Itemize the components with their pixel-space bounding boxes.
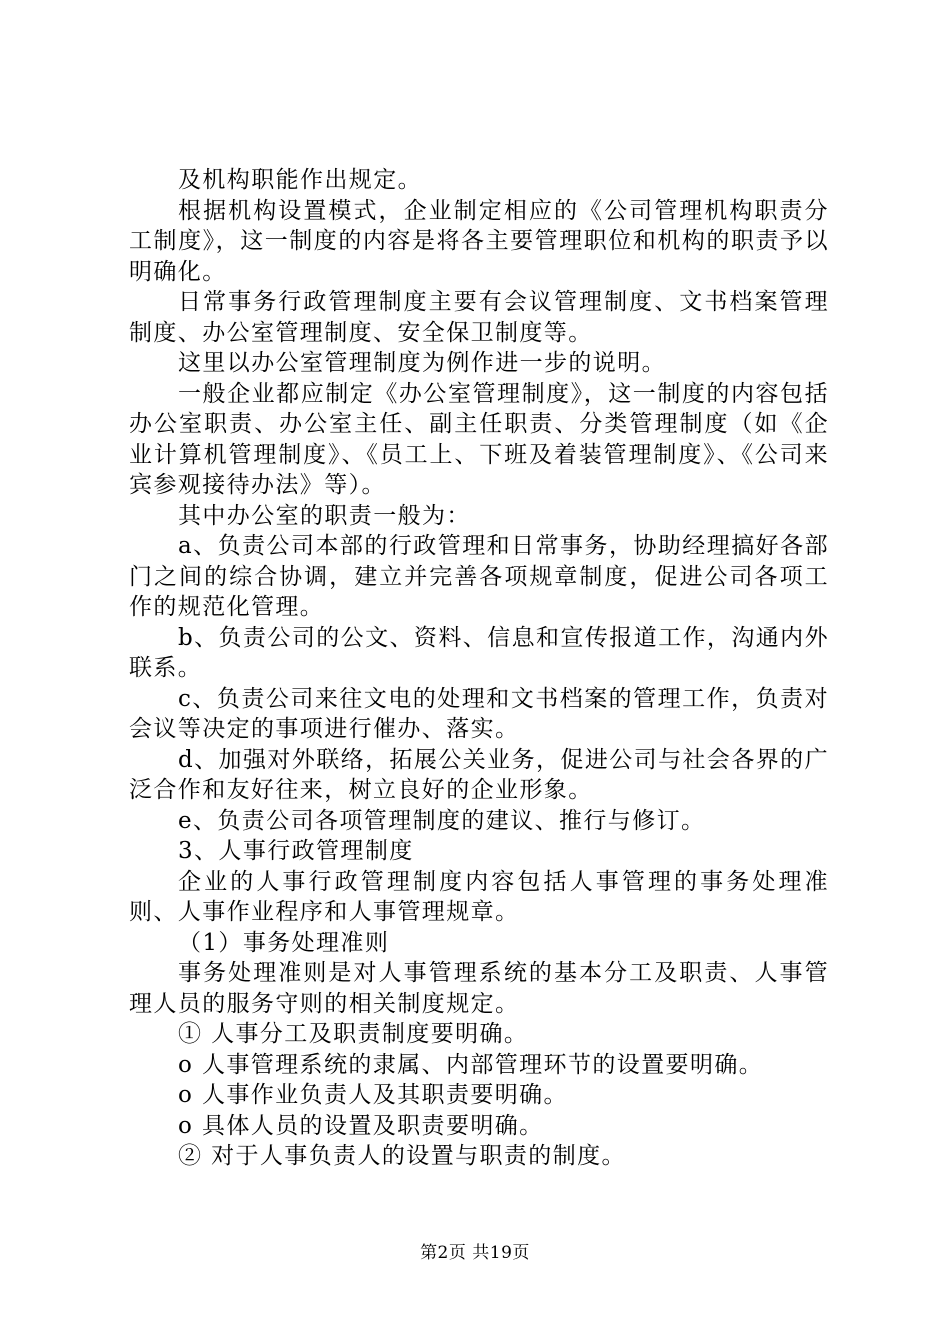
paragraph: 企业的人事行政管理制度内容包括人事管理的事务处理准则、人事作业程序和人事管理规章。 — [129, 868, 829, 925]
list-item-a: a、负责公司本部的行政管理和日常事务，协助经理搞好各部门之间的综合协调，建立并完善各项规章制度，促进公司各项工作的规范化管理。 — [129, 533, 829, 620]
paragraph: 一般企业都应制定《办公室管理制度》，这一制度的内容包括办公室职责、办公室主任、副主任职责、分类管理制度（如《企业计算机管理制度》、《员工上、下班及着装管理制度》、《公司来宾参观接待办法》等）。 — [129, 380, 829, 498]
page-footer: 第2页 共19页 — [420, 1243, 530, 1263]
paragraph: 这里以办公室管理制度为例作进一步的说明。 — [178, 350, 666, 376]
paragraph: 及机构职能作出规定。 — [178, 167, 422, 193]
numbered-item: ② 对于人事负责人的设置与职责的制度。 — [178, 1143, 626, 1169]
bullet-item: o 人事作业负责人及其职责要明确。 — [178, 1082, 568, 1108]
document-body — [129, 165, 829, 1172]
subsection-heading: （1）事务处理准则 — [178, 929, 390, 956]
section-heading: 3、人事行政管理制度 — [178, 838, 414, 864]
list-item-c: c、负责公司来往文电的处理和文书档案的管理工作，负责对会议等决定的事项进行催办、落实。 — [129, 685, 829, 742]
bullet-item: o 具体人员的设置及职责要明确。 — [178, 1112, 544, 1139]
numbered-item: ① 人事分工及职责制度要明确。 — [178, 1021, 529, 1047]
paragraph: 根据机构设置模式，企业制定相应的《公司管理机构职责分工制度》，这一制度的内容是将各主要管理职位和机构的职责予以明确化。 — [129, 197, 829, 285]
paragraph: 其中办公室的职责一般为： — [178, 502, 471, 529]
paragraph: 日常事务行政管理制度主要有会议管理制度、文书档案管理制度、办公室管理制度、安全保卫制度等。 — [129, 289, 829, 346]
paragraph: 事务处理准则是对人事管理系统的基本分工及职责、人事管理人员的服务守则的相关制度规定。 — [129, 960, 829, 1017]
bullet-item: o 人事管理系统的隶属、内部管理环节的设置要明确。 — [178, 1051, 764, 1078]
list-item-b: b、负责公司的公文、资料、信息和宣传报道工作，沟通内外联系。 — [129, 624, 829, 681]
list-item-e: e、负责公司各项管理制度的建议、推行与修订。 — [178, 807, 706, 834]
list-item-d: d、加强对外联络，拓展公关业务，促进公司与社会各界的广泛合作和友好往来，树立良好的企业形象。 — [129, 746, 829, 803]
